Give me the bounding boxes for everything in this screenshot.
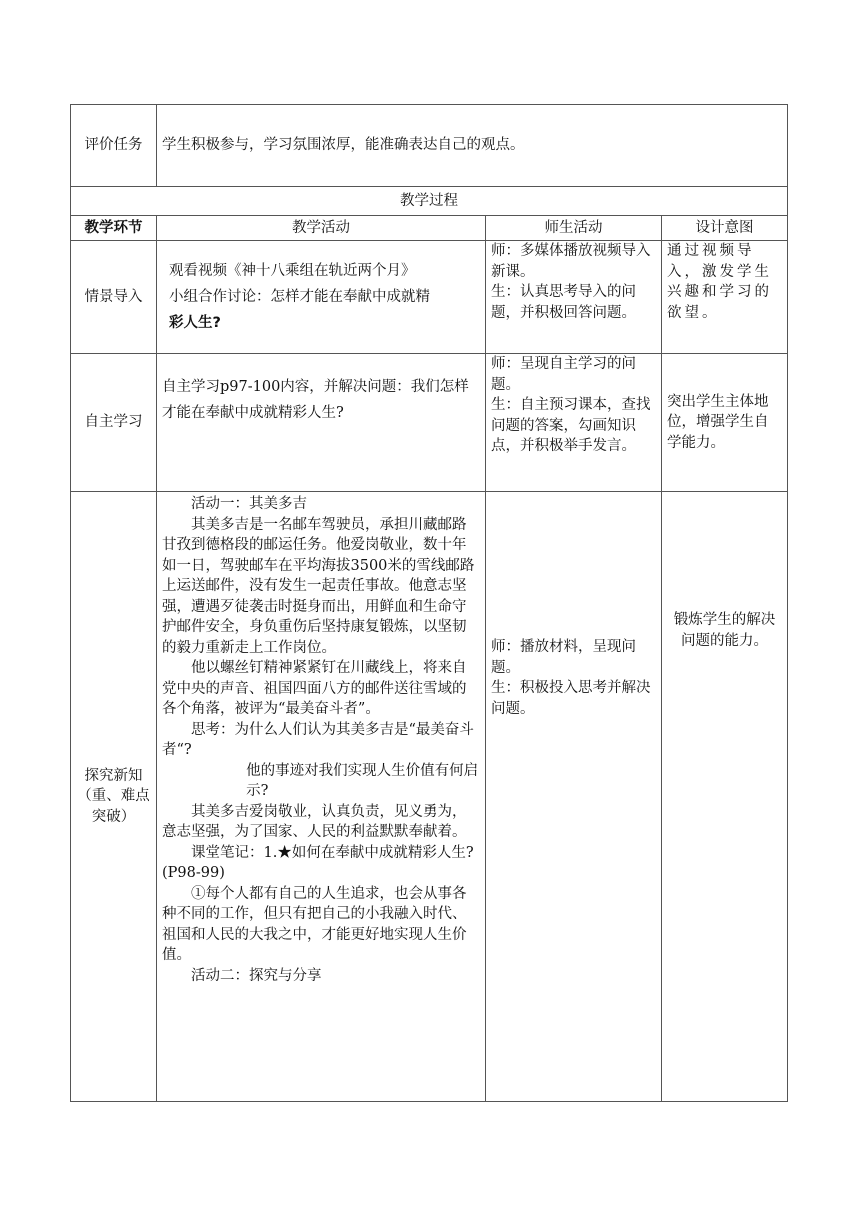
student-action: 生：自主预习课本，查找问题的答案，勾画知识点，并积极举手发言。 — [491, 397, 651, 454]
activity-answer: 其美多吉爱岗敬业，认真负责，见义勇为，意志坚强，为了国家、人民的利益默默奉献着。 — [162, 803, 467, 840]
header-stage: 教学环节 — [71, 216, 157, 241]
think-question: 思考：为什么人们认为其美多吉是“最美奋斗者“? — [162, 721, 474, 758]
header-row — [71, 216, 788, 241]
evaluation-row — [71, 105, 788, 187]
row-self-study — [71, 354, 788, 492]
activity-one-title: 活动一：其美多吉 — [191, 496, 307, 512]
interaction-scenario-intro — [486, 241, 662, 354]
teacher-action: 师：呈现自主学习的问题。 — [491, 356, 636, 393]
activity-paragraph: 他以螺丝钉精神紧紧钉在川藏线上，将来自党中央的声音、祖国四面八方的邮件送往雪域的各个角落，被评为“最美奋斗者”。 — [162, 660, 467, 717]
activity-line: 小组合作讨论：怎样才能在奉献中成就精 — [169, 289, 430, 305]
interaction-explore — [486, 492, 662, 1102]
intent-self-study: 突出学生主体地位，增强学生自学能力。 — [662, 354, 788, 492]
process-title: 教学过程 — [71, 187, 788, 216]
stage-explore: 探究新知（重、难点突破） — [71, 492, 157, 1102]
stage-scenario-intro: 情景导入 — [71, 241, 157, 354]
intent-scenario-intro: 通过视频导入，激发学生兴趣和学习的欲望。 — [662, 241, 788, 354]
stage-self-study: 自主学习 — [71, 354, 157, 492]
teacher-action: 师：播放材料，呈现问题。 — [491, 639, 636, 676]
think-question: 他的事迹对我们实现人生价值有何启示? — [246, 762, 479, 799]
activity-line: 观看视频《神十八乘组在轨近两个月》 — [169, 263, 416, 279]
activity-explore — [157, 492, 486, 1102]
teacher-action: 师：多媒体播放视频导入新课。 — [491, 243, 651, 280]
activity-two-title: 活动二：探究与分享 — [191, 967, 322, 984]
activity-line: 彩人生? — [169, 315, 221, 331]
activity-self-study: 自主学习p97-100内容，并解决问题：我们怎样才能在奉献中成就精彩人生? — [157, 354, 486, 492]
interaction-self-study — [486, 354, 662, 492]
note-point: ①每个人都有自己的人生追求，也会从事各种不同的工作，但只有把自己的小我融入时代、祖国和人民的大我之中，才能更好地实现人生价值。 — [162, 885, 467, 963]
intent-explore: 锻炼学生的解决问题的能力。 — [662, 492, 788, 1102]
evaluation-text: 学生积极参与，学习氛围浓厚，能准确表达自己的观点。 — [157, 105, 788, 187]
evaluation-label: 评价任务 — [71, 105, 157, 187]
header-intent: 设计意图 — [662, 216, 788, 241]
student-action: 生：认真思考导入的问题，并积极回答问题。 — [491, 284, 636, 321]
process-title-row — [71, 187, 788, 216]
row-scenario-intro — [71, 241, 788, 354]
lesson-plan-table — [70, 104, 788, 1102]
row-explore — [71, 492, 788, 1102]
header-activity: 教学活动 — [157, 216, 486, 241]
student-action: 生：积极投入思考并解决问题。 — [491, 680, 651, 717]
class-notes: 课堂笔记：1.★如何在奉献中成就精彩人生?(P98-99) — [162, 844, 474, 881]
activity-scenario-intro — [157, 241, 486, 354]
activity-paragraph: 其美多吉是一名邮车驾驶员，承担川藏邮路甘孜到德格段的邮运任务。他爱岗敬业，数十年如一日，驾驶邮车在平均海拔3500米的雪线邮路上运送邮件，没有发生一起责任事故。他意志坚强，遭遇歹徒袭击时挺身而出，用鲜血和生命守护邮件安全，身负重伤后坚持康复锻炼，以坚韧的毅力重新走上工作岗位。 — [162, 516, 475, 656]
header-interaction: 师生活动 — [486, 216, 662, 241]
